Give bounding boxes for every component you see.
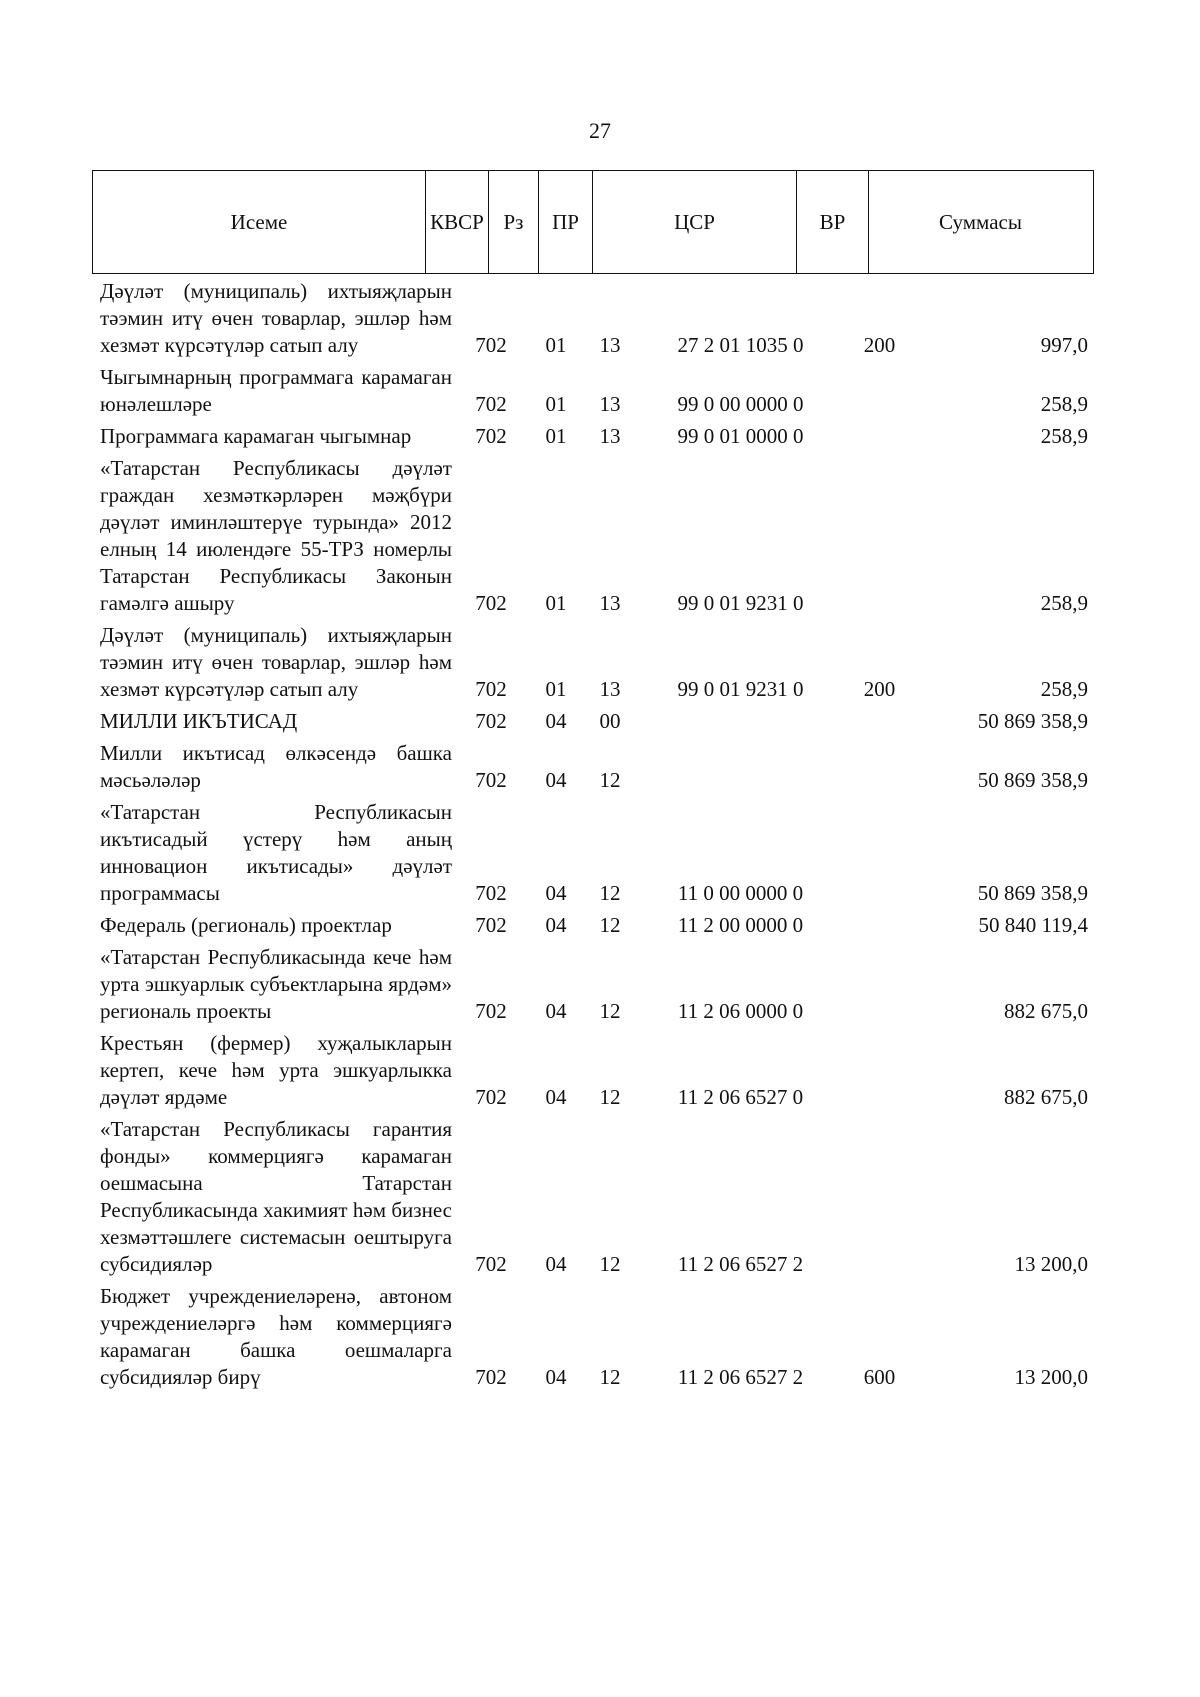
- row-kvsr: 702: [475, 999, 507, 1023]
- table-body: [92, 278, 1094, 1396]
- table-row: [92, 740, 1094, 794]
- row-rz: 04: [545, 913, 567, 937]
- row-rz: 04: [545, 1365, 567, 1389]
- table-row: [92, 1283, 1094, 1391]
- header-rz: Рз: [489, 171, 539, 273]
- table-row: [92, 622, 1094, 703]
- row-name: Программага карамаган чыгымнар: [100, 424, 412, 448]
- row-pr: 12: [599, 1365, 621, 1389]
- row-name: Крестьян (фермер) хуҗалыкларын кертеп, кече һәм урта эшкуарлыкка дәүләт ярдәме: [100, 1031, 452, 1109]
- row-pr: 12: [599, 881, 621, 905]
- row-name: Федераль (региональ) проектлар: [100, 913, 392, 937]
- row-csr: 99 0 01 9231 0: [677, 677, 804, 701]
- row-csr: 11 2 00 0000 0: [677, 913, 804, 937]
- header-pr: ПР: [539, 171, 593, 273]
- table-row: [92, 278, 1094, 359]
- row-name: «Татарстан Республикасы дәүләт граждан хезмәткәрләрен мәҗбүри дәүләт иминләштерүе турында» 2012 елның 14 июлендәге 55-ТРЗ номерлы Татарстан Республикасы Законын гамәлгә ашыру: [100, 456, 452, 615]
- table-row: [92, 912, 1094, 939]
- row-sum: 50 840 119,4: [978, 913, 1088, 937]
- row-rz: 01: [545, 392, 567, 416]
- row-csr: 11 2 06 6527 2: [677, 1365, 804, 1389]
- row-pr: 13: [599, 591, 621, 615]
- row-rz: 01: [545, 591, 567, 615]
- page-number: 27: [589, 118, 611, 143]
- row-pr: 13: [599, 392, 621, 416]
- row-name: «Татарстан Республикасы гарантия фонды» коммерциягә карамаган оешмасына Татарстан Республикасында хакимият һәм бизнес хезмәттәшлеге системасын оештыруга субсидияләр: [100, 1117, 452, 1276]
- table-row: [92, 423, 1094, 450]
- row-kvsr: 702: [475, 1085, 507, 1109]
- row-sum: 258,9: [1040, 392, 1088, 416]
- row-kvsr: 702: [475, 709, 507, 733]
- row-kvsr: 702: [475, 677, 507, 701]
- table-row: [92, 799, 1094, 907]
- row-rz: 01: [545, 333, 567, 357]
- table-header: [92, 170, 1094, 274]
- row-sum: 13 200,0: [1014, 1252, 1088, 1276]
- row-name: Дәүләт (муниципаль) ихтыяҗларын тәэмин итү өчен товарлар, эшләр һәм хезмәт күрсәтүләр сатып алу: [100, 623, 452, 701]
- row-csr: 99 0 00 0000 0: [677, 392, 804, 416]
- row-pr: 13: [599, 424, 621, 448]
- row-sum: 50 869 358,9: [977, 881, 1088, 905]
- row-rz: 04: [545, 1252, 567, 1276]
- header-kvsr: КВСР: [426, 171, 489, 273]
- row-pr: 13: [599, 677, 621, 701]
- row-sum: 50 869 358,9: [977, 709, 1088, 733]
- row-csr: 11 2 06 6527 0: [677, 1085, 804, 1109]
- row-pr: 00: [599, 709, 621, 733]
- row-rz: 04: [545, 1085, 567, 1109]
- row-kvsr: 702: [475, 1365, 507, 1389]
- row-csr: 99 0 01 0000 0: [677, 424, 804, 448]
- row-csr: 11 0 00 0000 0: [677, 881, 804, 905]
- row-vr: 600: [863, 1365, 896, 1389]
- row-kvsr: 702: [475, 392, 507, 416]
- row-pr: 12: [599, 1085, 621, 1109]
- header-vr: ВР: [797, 171, 869, 273]
- row-csr: 11 2 06 6527 2: [677, 1252, 804, 1276]
- row-rz: 04: [545, 768, 567, 792]
- row-name: МИЛЛИ ИКЪТИСАД: [100, 709, 298, 733]
- table-row: [92, 1116, 1094, 1278]
- row-sum: 258,9: [1040, 424, 1088, 448]
- row-kvsr: 702: [475, 881, 507, 905]
- table-row: [92, 364, 1094, 418]
- row-sum: 258,9: [1040, 591, 1088, 615]
- row-kvsr: 702: [475, 591, 507, 615]
- row-sum: 997,0: [1040, 333, 1088, 357]
- row-csr: 11 2 06 0000 0: [677, 999, 804, 1023]
- row-pr: 12: [599, 999, 621, 1023]
- row-csr: 99 0 01 9231 0: [677, 591, 804, 615]
- table-row: [92, 708, 1094, 735]
- row-rz: 04: [545, 709, 567, 733]
- row-rz: 04: [545, 881, 567, 905]
- row-sum: 13 200,0: [1014, 1365, 1088, 1389]
- row-kvsr: 702: [475, 333, 507, 357]
- row-rz: 01: [545, 424, 567, 448]
- row-name: Дәүләт (муниципаль) ихтыяҗларын тәэмин итү өчен товарлар, эшләр һәм хезмәт күрсәтүләр сатып алу: [100, 279, 452, 357]
- row-sum: 882 675,0: [1004, 1085, 1088, 1109]
- row-name: Чыгымнарның программага карамаган юнәлешләре: [100, 365, 452, 416]
- row-sum: 882 675,0: [1004, 999, 1088, 1023]
- header-sum: Суммасы: [939, 209, 1022, 234]
- row-sum: 258,9: [1040, 677, 1088, 701]
- row-name: Бюджет учреждениеләренә, автоном учреждениеләргә һәм коммерциягә карамаган башка оешмаларга субсидияләр бирү: [100, 1284, 452, 1389]
- row-vr: 200: [863, 333, 896, 357]
- row-kvsr: 702: [475, 1252, 507, 1276]
- row-csr: 27 2 01 1035 0: [677, 333, 804, 357]
- row-pr: 12: [599, 1252, 621, 1276]
- row-pr: 12: [599, 768, 621, 792]
- header-csr: ЦСР: [593, 171, 797, 273]
- row-name: Милли икътисад өлкәсендә башка мәсьәләләр: [100, 741, 452, 792]
- table-row: [92, 944, 1094, 1025]
- table-row: [92, 455, 1094, 617]
- row-pr: 12: [599, 913, 621, 937]
- row-name: «Татарстан Республикасын икътисадый үстерү һәм аның инновацион икътисады» дәүләт программасы: [100, 800, 452, 905]
- table-row: [92, 1030, 1094, 1111]
- row-kvsr: 702: [475, 913, 507, 937]
- header-name: Исеме: [93, 171, 426, 273]
- row-rz: 04: [545, 999, 567, 1023]
- row-pr: 13: [599, 333, 621, 357]
- row-kvsr: 702: [475, 424, 507, 448]
- row-sum: 50 869 358,9: [977, 768, 1088, 792]
- row-rz: 01: [545, 677, 567, 701]
- row-kvsr: 702: [475, 768, 507, 792]
- row-vr: 200: [863, 677, 896, 701]
- row-name: «Татарстан Республикасында кече һәм урта эшкуарлык субъектларына ярдәм» региональ проекты: [100, 945, 452, 1023]
